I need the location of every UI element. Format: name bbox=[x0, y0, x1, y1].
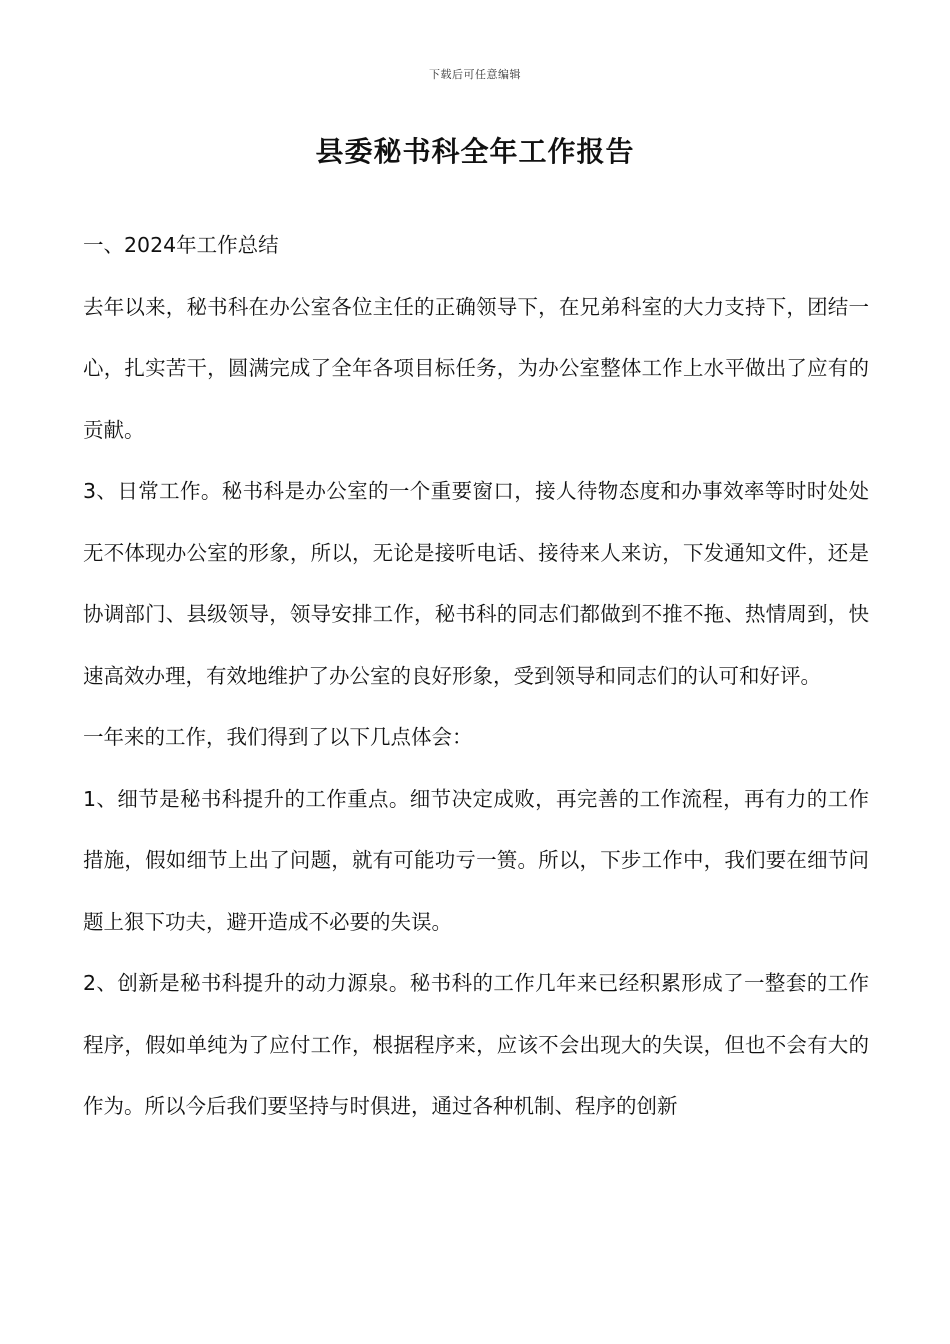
paragraph-intro: 去年以来，秘书科在办公室各位主任的正确领导下，在兄弟科室的大力支持下，团结一心，扎实苦干，圆满完成了全年各项目标任务，为办公室整体工作上水平做出了应有的贡献。 bbox=[83, 294, 869, 442]
paragraph-daily-work: 3、日常工作。秘书科是办公室的一个重要窗口，接人待物态度和办事效率等时时处处无不体现办公室的形象，所以，无论是接听电话、接待来人来访，下发通知文件，还是协调部门、县级领导，领导安排工作，秘书科的同志们都做到不推不拖、热情周到，快速高效办理，有效地维护了办公室的良好形象，受到领导和同志们的认可和好评。 bbox=[83, 479, 869, 688]
paragraph-innovation: 2、创新是秘书科提升的动力源泉。秘书科的工作几年来已经积累形成了一整套的工作程序，假如单纯为了应付工作，根据程序来，应该不会出现大的失误，但也不会有大的作为。所以今后我们要坚持与时俱进，通过各种机制、程序的创新 bbox=[83, 971, 869, 1118]
section-heading: 一、2024年工作总结 bbox=[83, 233, 279, 257]
document-body bbox=[83, 215, 869, 1138]
paragraph-detail: 1、细节是秘书科提升的工作重点。细节决定成败，再完善的工作流程，再有力的工作措施，假如细节上出了问题，就有可能功亏一篑。所以，下步工作中，我们要在细节问题上狠下功夫，避开造成不必要的失误。 bbox=[83, 786, 869, 934]
paragraph-lessons-intro: 一年来的工作，我们得到了以下几点体会： bbox=[83, 725, 473, 749]
document-title: 县委秘书科全年工作报告 bbox=[315, 135, 635, 168]
header-note: 下载后可任意编辑 bbox=[429, 68, 521, 81]
